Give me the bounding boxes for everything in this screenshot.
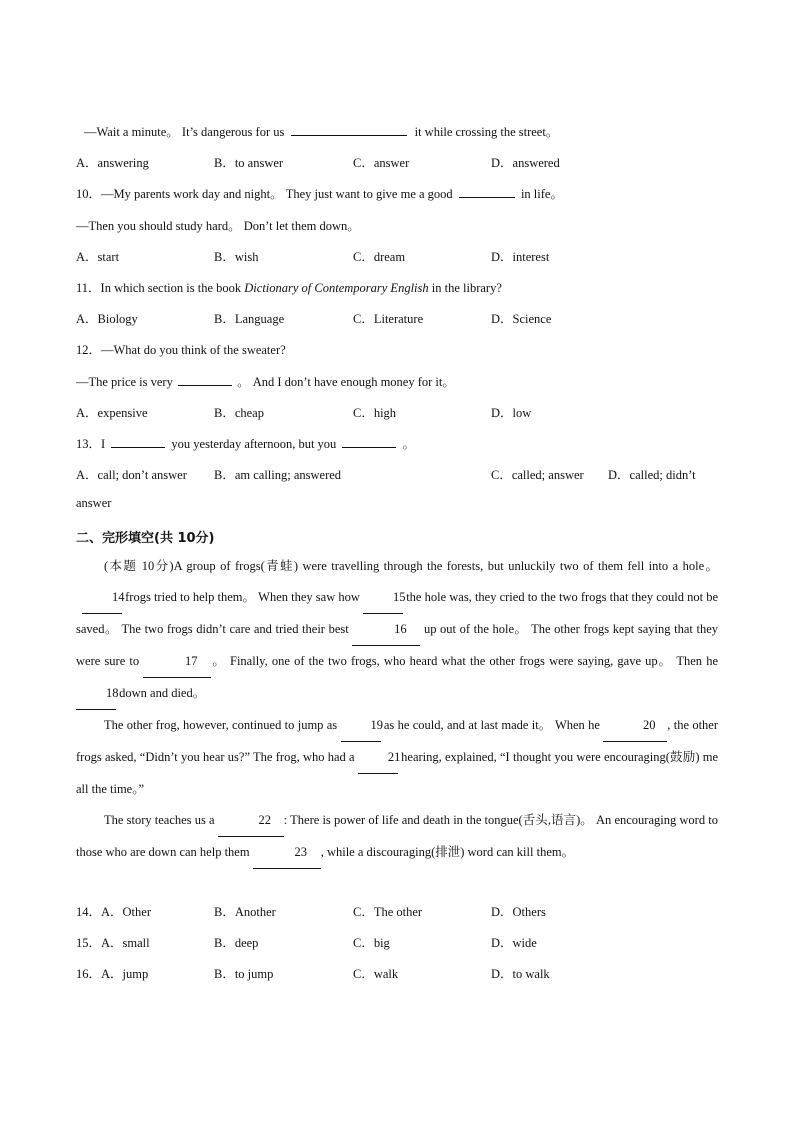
q9-option-b: B．to answer (214, 156, 284, 170)
q11-book-title: Dictionary of Contemporary English (244, 281, 429, 295)
q9-option-c: C．answer (353, 156, 410, 170)
q15-option-d: D．wide (491, 936, 537, 950)
q16-option-d: D．to walk (491, 967, 550, 981)
passage-text: 。 Finally, one of the two frogs, who heard what the other frogs were saying, gave up。 Then he (211, 654, 718, 668)
q10-stem-text-2: in life。 (520, 187, 563, 201)
q11-stem-text-2: in the library? (431, 281, 502, 295)
q10-stem-text: 10．—My parents work day and night。 They just want to give me a good (76, 187, 453, 201)
q9-stem (84, 122, 558, 140)
q15-option-b: B．deep (214, 936, 259, 950)
q10-option-b: B．wish (214, 250, 259, 264)
passage-text: hearing, explained, “I thought you were encouraging(鼓励) me all the time。” (76, 750, 719, 796)
passage-paragraph-2 (76, 710, 718, 805)
blank-22: 22 (218, 805, 284, 837)
passage-text: down and died。 (119, 686, 206, 700)
q13-blank-1 (111, 435, 165, 448)
q14-option-d: D．Others (491, 905, 546, 919)
q13-stem-text: 13．I (76, 437, 106, 451)
q13-option-c: C．called; answer (491, 468, 584, 482)
q13-option-d-wrap: answer (76, 496, 112, 510)
q12-option-d: D．low (491, 406, 532, 420)
q14-option-c: C．The other (353, 905, 423, 919)
q9-option-a: A．answering (76, 156, 149, 170)
section-heading: 二、完形填空(共 10分) (76, 531, 215, 546)
q14-option-a: 14．A．Other (76, 905, 151, 919)
blank-19: 19 (341, 710, 381, 742)
blank-16: 16 (352, 614, 420, 646)
q11-stem (76, 278, 502, 296)
passage-paragraph-1 (76, 551, 718, 710)
passage-text: the hole was, they cried to the two frogs that they could not be saved。 The two frogs didn’t care and tried their best (76, 590, 719, 636)
q12-option-a: A．expensive (76, 406, 148, 420)
q12-stem (76, 372, 455, 390)
q12-blank (178, 373, 232, 386)
q13-stem-text-2: you yesterday afternoon, but you (171, 437, 337, 451)
q11-option-a: A．Biology (76, 312, 138, 326)
q15-option-c: C．big (353, 936, 390, 950)
q16-option-b: B．to jump (214, 967, 274, 981)
q10-option-c: C．dream (353, 250, 406, 264)
passage-text: The other frog, however, continued to jump as (104, 718, 338, 732)
q10-stem (76, 184, 563, 202)
q13-stem-text-3: 。 (402, 437, 416, 451)
q13-option-a: A．call; don’t answer (76, 468, 187, 482)
q13-stem (76, 434, 415, 452)
q12-stem-text: —The price is very (76, 375, 173, 389)
q10-option-d: D．interest (491, 250, 550, 264)
q11-option-d: D．Science (491, 312, 552, 326)
q11-stem-text: 11．In which section is the book (76, 281, 242, 295)
passage-text: : There is power of life and death in the tongue(舌头,语言)。 An encouraging word to those who are down can help them (76, 813, 718, 859)
q10-option-a: A．start (76, 250, 120, 264)
blank-15: 15 (363, 582, 403, 614)
q10-blank (459, 185, 515, 198)
passage-text: , while a discouraging(排泄) word can kill them。 (320, 845, 575, 859)
passage-text: up out of the hole。 The other frogs kept saying that they were sure to (76, 622, 718, 668)
q13-blank-2 (342, 435, 396, 448)
q12-line1: 12．—What do you think of the sweater? (76, 343, 286, 357)
q10-line2: —Then you should study hard。 Don’t let them down。 (76, 219, 360, 233)
passage-text: frogs tried to help them。 When they saw how (125, 590, 360, 604)
q11-option-c: C．Literature (353, 312, 424, 326)
blank-14: 14 (82, 582, 122, 614)
q11-option-b: B．Language (214, 312, 285, 326)
passage-text: as he could, and at last made it。 When he (383, 718, 600, 732)
q12-option-c: C．high (353, 406, 397, 420)
q12-option-b: B．cheap (214, 406, 264, 420)
q9-blank (291, 123, 407, 136)
q16-option-c: C．walk (353, 967, 399, 981)
passage-text: , the other frogs asked, “Didn’t you hear us?” The frog, who had a (76, 718, 719, 764)
q15-option-a: 15．A．small (76, 936, 150, 950)
passage-text: (本题 10分)A group of frogs(青蛙) were travelling through the forests, but unluckily two of them fell into a hole。 (104, 559, 718, 573)
passage-text: The story teaches us a (104, 813, 215, 827)
q13-option-b: B．am calling; answered (214, 468, 342, 482)
blank-18: 18 (76, 678, 116, 710)
passage (76, 551, 718, 869)
q16-option-a: 16．A．jump (76, 967, 149, 981)
q9-stem-text: —Wait a minute。 It’s dangerous for us (84, 125, 285, 139)
q12-stem-text-2: 。 And I don’t have enough money for it。 (237, 375, 455, 389)
passage-paragraph-3 (76, 805, 718, 869)
blank-17: 17 (143, 646, 211, 678)
blank-23: 23 (253, 837, 321, 869)
blank-21: 21 (358, 742, 398, 774)
q9-stem-text-2: it while crossing the street。 (414, 125, 559, 139)
blank-20: 20 (603, 710, 667, 742)
q14-option-b: B．Another (214, 905, 276, 919)
q9-option-d: D．answered (491, 156, 560, 170)
q13-option-d: D．called; didn’t (608, 468, 696, 482)
